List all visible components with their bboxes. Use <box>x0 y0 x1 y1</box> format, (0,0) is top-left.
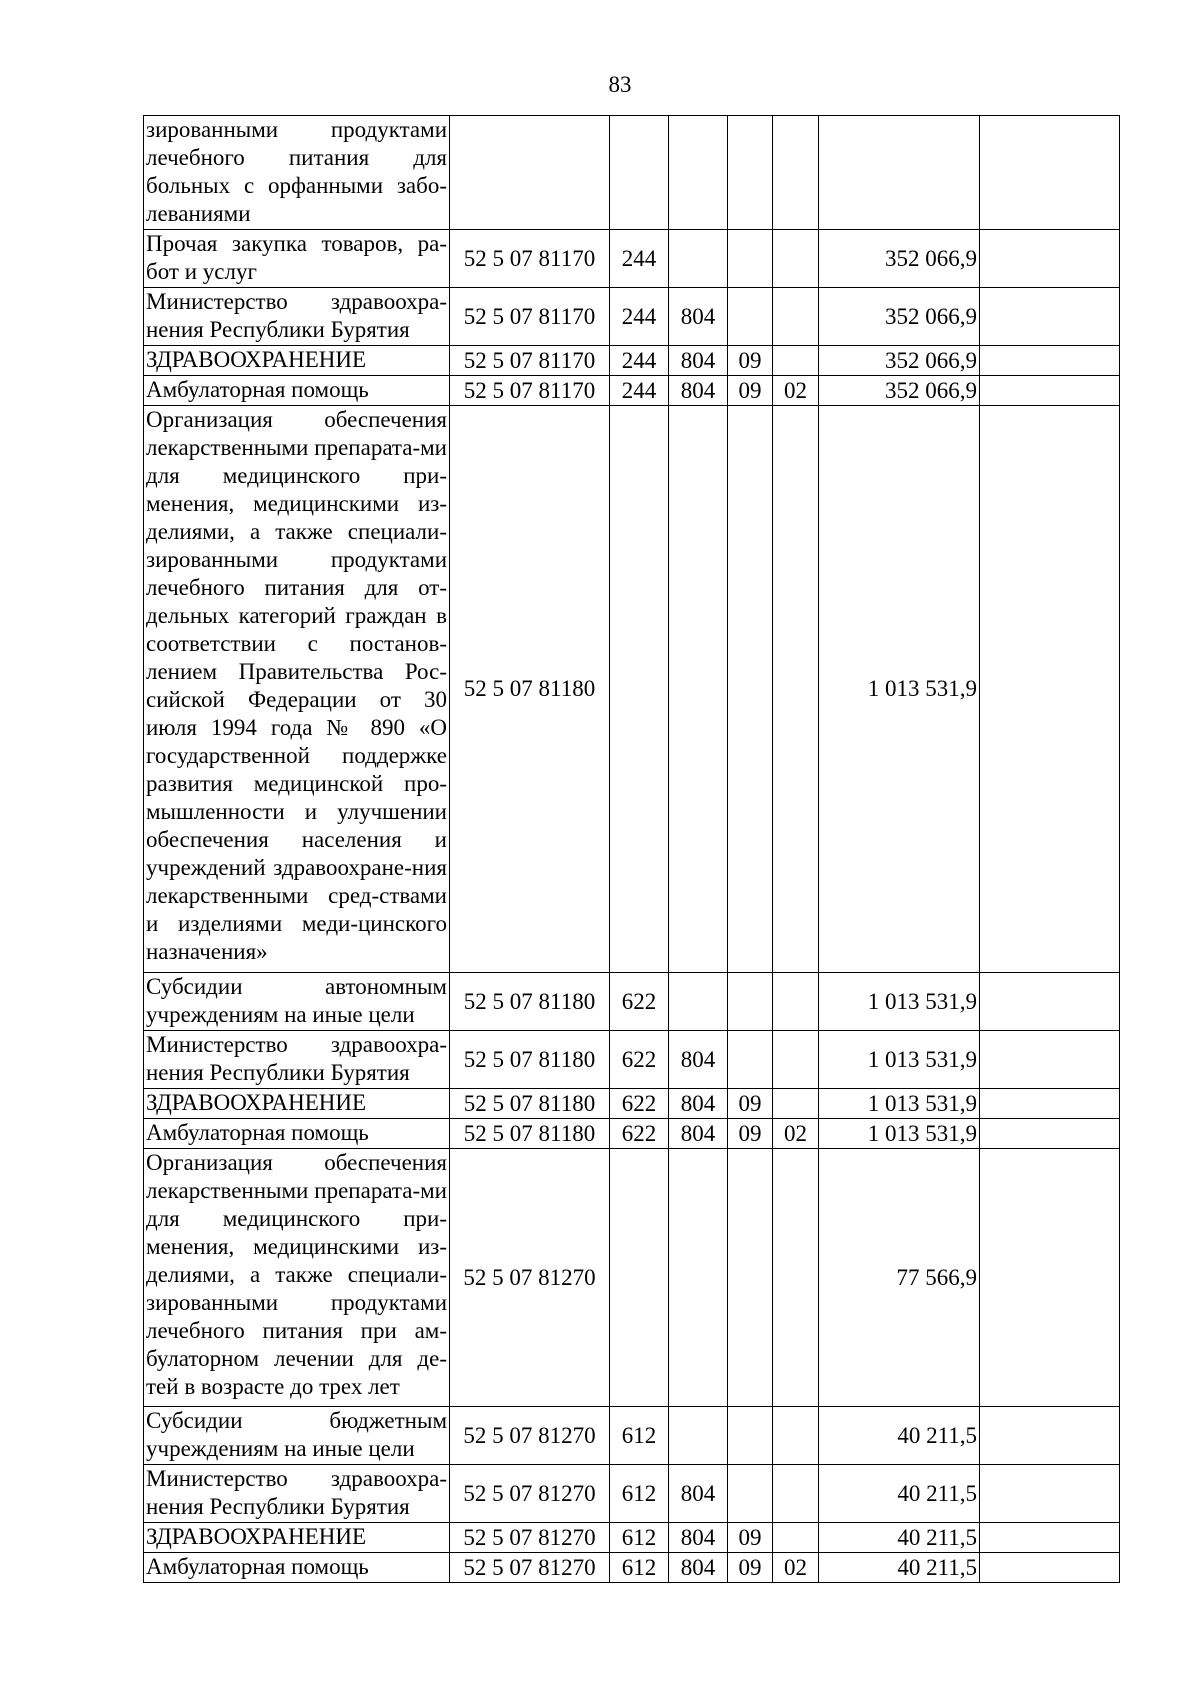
target-code-cell: 52 5 07 81180 <box>450 406 610 973</box>
expense-type-cell: 244 <box>610 346 669 376</box>
target-code-cell: 52 5 07 81180 <box>450 1089 610 1119</box>
expense-type-cell: 612 <box>610 1407 669 1465</box>
amount-cell: 77 566,9 <box>819 1149 980 1407</box>
subsection-cell <box>773 1523 819 1553</box>
subsection-cell <box>773 406 819 973</box>
empty-cell <box>980 288 1120 346</box>
ministry-code-cell: 804 <box>669 1465 728 1523</box>
empty-cell <box>980 230 1120 288</box>
amount-cell: 352 066,9 <box>819 376 980 406</box>
row-name-cell: Министерство здравоохра-нения Республики Бурятия <box>144 1465 450 1523</box>
empty-cell <box>980 376 1120 406</box>
empty-cell <box>980 1523 1120 1553</box>
target-code-cell: 52 5 07 81180 <box>450 973 610 1031</box>
empty-cell <box>980 1407 1120 1465</box>
section-cell <box>728 1031 773 1089</box>
row-name-cell: ЗДРАВООХРАНЕНИЕ <box>144 1523 450 1553</box>
row-name-cell: Субсидии автономным учреждениям на иные цели <box>144 973 450 1031</box>
target-code-cell: 52 5 07 81180 <box>450 1119 610 1149</box>
section-cell <box>728 288 773 346</box>
table-row <box>144 230 1120 288</box>
section-cell <box>728 1149 773 1407</box>
target-code-cell: 52 5 07 81270 <box>450 1465 610 1523</box>
table-row <box>144 1089 1120 1119</box>
section-cell: 09 <box>728 1553 773 1583</box>
row-name-cell: Организация обеспечения лекарственными препарата-ми для медицинского при-менения, медицинскими из-делиями, а также специали-зированными продуктами лечебного питания для от-дельных категорий граждан в соответствии с постанов-лением Правительства Рос-сийской Федерации от 30 июля 1994 года № 890 «О государственной поддержке развития медицинской про-мышленности и улучшении обеспечения населения и учреждений здравоохране-ния лекарственными сред-ствами и изделиями меди-цинского назначения» <box>144 406 450 973</box>
amount-cell: 40 211,5 <box>819 1407 980 1465</box>
ministry-code-cell: 804 <box>669 1523 728 1553</box>
amount-cell: 1 013 531,9 <box>819 1031 980 1089</box>
target-code-cell: 52 5 07 81270 <box>450 1407 610 1465</box>
target-code-cell: 52 5 07 81270 <box>450 1149 610 1407</box>
table-row <box>144 1149 1120 1407</box>
ministry-code-cell <box>669 116 728 230</box>
section-cell: 09 <box>728 376 773 406</box>
table-row <box>144 346 1120 376</box>
subsection-cell <box>773 288 819 346</box>
amount-cell: 1 013 531,9 <box>819 406 980 973</box>
amount-cell: 1 013 531,9 <box>819 973 980 1031</box>
expense-type-cell: 622 <box>610 1089 669 1119</box>
amount-cell: 40 211,5 <box>819 1465 980 1523</box>
section-cell: 09 <box>728 1119 773 1149</box>
expense-type-cell: 612 <box>610 1523 669 1553</box>
empty-cell <box>980 346 1120 376</box>
empty-cell <box>980 406 1120 973</box>
expense-type-cell: 244 <box>610 376 669 406</box>
expense-type-cell: 612 <box>610 1465 669 1523</box>
amount-cell: 352 066,9 <box>819 230 980 288</box>
target-code-cell: 52 5 07 81170 <box>450 376 610 406</box>
table-row <box>144 406 1120 973</box>
empty-cell <box>980 1089 1120 1119</box>
section-cell <box>728 230 773 288</box>
section-cell: 09 <box>728 1523 773 1553</box>
amount-cell: 352 066,9 <box>819 288 980 346</box>
empty-cell <box>980 973 1120 1031</box>
expense-type-cell: 612 <box>610 1553 669 1583</box>
table-row <box>144 1465 1120 1523</box>
amount-cell <box>819 116 980 230</box>
ministry-code-cell: 804 <box>669 1119 728 1149</box>
row-name-cell: Прочая закупка товаров, ра-бот и услуг <box>144 230 450 288</box>
ministry-code-cell: 804 <box>669 1031 728 1089</box>
row-name-cell: Министерство здравоохра-нения Республики Бурятия <box>144 1031 450 1089</box>
expense-type-cell <box>610 406 669 973</box>
target-code-cell: 52 5 07 81270 <box>450 1553 610 1583</box>
row-name-cell: Министерство здравоохра-нения Республики Бурятия <box>144 288 450 346</box>
target-code-cell <box>450 116 610 230</box>
amount-cell: 40 211,5 <box>819 1523 980 1553</box>
target-code-cell: 52 5 07 81180 <box>450 1031 610 1089</box>
expense-type-cell: 244 <box>610 288 669 346</box>
subsection-cell: 02 <box>773 1553 819 1583</box>
subsection-cell <box>773 230 819 288</box>
row-name-cell: Амбулаторная помощь <box>144 1553 450 1583</box>
expense-type-cell: 622 <box>610 1031 669 1089</box>
section-cell <box>728 1465 773 1523</box>
empty-cell <box>980 1119 1120 1149</box>
subsection-cell <box>773 1089 819 1119</box>
row-name-cell: ЗДРАВООХРАНЕНИЕ <box>144 1089 450 1119</box>
table-row <box>144 1553 1120 1583</box>
amount-cell: 40 211,5 <box>819 1553 980 1583</box>
expense-type-cell: 622 <box>610 1119 669 1149</box>
expense-type-cell <box>610 116 669 230</box>
subsection-cell: 02 <box>773 1119 819 1149</box>
target-code-cell: 52 5 07 81270 <box>450 1523 610 1553</box>
table-row <box>144 1119 1120 1149</box>
target-code-cell: 52 5 07 81170 <box>450 288 610 346</box>
section-cell: 09 <box>728 1089 773 1119</box>
budget-table-body <box>144 116 1120 1583</box>
section-cell: 09 <box>728 346 773 376</box>
row-name-cell: Амбулаторная помощь <box>144 1119 450 1149</box>
ministry-code-cell <box>669 406 728 973</box>
expense-type-cell: 622 <box>610 973 669 1031</box>
subsection-cell <box>773 346 819 376</box>
table-row <box>144 1523 1120 1553</box>
ministry-code-cell <box>669 1149 728 1407</box>
ministry-code-cell: 804 <box>669 1089 728 1119</box>
row-name-cell: Организация обеспечения лекарственными препарата-ми для медицинского при-менения, медицинскими из-делиями, а также специали-зированными продуктами лечебного питания при ам-булаторном лечении для де-тей в возрасте до трех лет <box>144 1149 450 1407</box>
subsection-cell <box>773 1149 819 1407</box>
empty-cell <box>980 116 1120 230</box>
empty-cell <box>980 1031 1120 1089</box>
section-cell <box>728 973 773 1031</box>
row-name-cell: Амбулаторная помощь <box>144 376 450 406</box>
ministry-code-cell: 804 <box>669 288 728 346</box>
empty-cell <box>980 1465 1120 1523</box>
subsection-cell <box>773 1465 819 1523</box>
ministry-code-cell <box>669 230 728 288</box>
subsection-cell <box>773 973 819 1031</box>
subsection-cell <box>773 116 819 230</box>
table-row <box>144 1031 1120 1089</box>
empty-cell <box>980 1553 1120 1583</box>
budget-table <box>143 115 1120 1583</box>
ministry-code-cell <box>669 1407 728 1465</box>
amount-cell: 1 013 531,9 <box>819 1119 980 1149</box>
section-cell <box>728 406 773 973</box>
table-row <box>144 973 1120 1031</box>
page-number: 83 <box>608 72 632 97</box>
ministry-code-cell <box>669 973 728 1031</box>
section-cell <box>728 116 773 230</box>
table-row <box>144 1407 1120 1465</box>
expense-type-cell: 244 <box>610 230 669 288</box>
amount-cell: 1 013 531,9 <box>819 1089 980 1119</box>
ministry-code-cell: 804 <box>669 376 728 406</box>
target-code-cell: 52 5 07 81170 <box>450 346 610 376</box>
expense-type-cell <box>610 1149 669 1407</box>
row-name-cell: ЗДРАВООХРАНЕНИЕ <box>144 346 450 376</box>
section-cell <box>728 1407 773 1465</box>
table-row <box>144 288 1120 346</box>
ministry-code-cell: 804 <box>669 346 728 376</box>
empty-cell <box>980 1149 1120 1407</box>
subsection-cell <box>773 1031 819 1089</box>
row-name-cell: зированными продуктами лечебного питания для больных с орфанными забо-леваниями <box>144 116 450 230</box>
subsection-cell: 02 <box>773 376 819 406</box>
subsection-cell <box>773 1407 819 1465</box>
table-row <box>144 376 1120 406</box>
target-code-cell: 52 5 07 81170 <box>450 230 610 288</box>
ministry-code-cell: 804 <box>669 1553 728 1583</box>
amount-cell: 352 066,9 <box>819 346 980 376</box>
table-row <box>144 116 1120 230</box>
row-name-cell: Субсидии бюджетным учреждениям на иные цели <box>144 1407 450 1465</box>
